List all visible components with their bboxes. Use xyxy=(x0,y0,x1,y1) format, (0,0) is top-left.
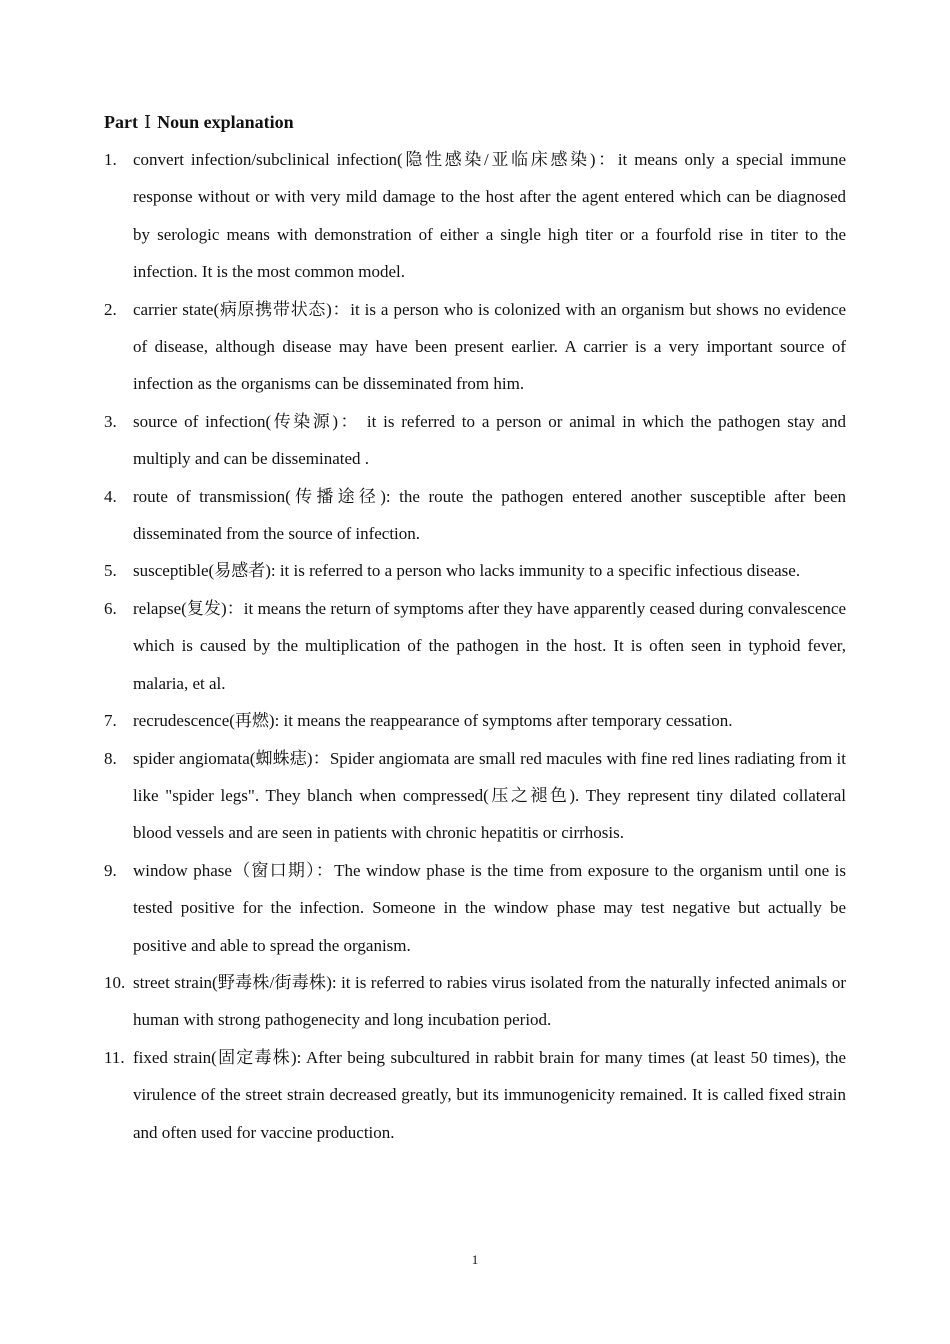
item-text: susceptible(易感者): it is referred to a person who lacks immunity to a specific infectious disease. xyxy=(133,561,801,581)
list-item xyxy=(104,141,846,291)
heading-part: Part xyxy=(104,112,138,132)
item-number: 8. xyxy=(104,748,117,768)
list-item xyxy=(104,1039,846,1151)
item-number: 6. xyxy=(104,598,117,618)
heading-title: Noun explanation xyxy=(157,112,294,132)
item-text: relapse(复发)：it means the return of symptoms after they have apparently ceased during convalescence which is caused by the multiplication of the pathogen in the host. It is often seen in typhoid fever, malaria, et al. xyxy=(133,598,846,693)
item-text: recrudescence(再燃): it means the reappearance of symptoms after temporary cessation. xyxy=(133,711,733,731)
list-item xyxy=(104,291,846,403)
list-item xyxy=(104,702,846,739)
list-item xyxy=(104,590,846,702)
item-text: carrier state(病原携带状态)：it is a person who is colonized with an organism but shows no evidence of disease, although disease may have been present earlier. A carrier is a very important source of infection as the organisms can be disseminated from him. xyxy=(133,299,846,394)
item-text: convert infection/subclinical infection(隐性感染/亚临床感染)：it means only a special immune response without or with very mild damage to the host after the agent entered which can be diagnosed by serologic means with demonstration of either a single high titer or a fourfold rise in titer to the infection. It is the most common model. xyxy=(133,150,846,282)
page-number: 1 xyxy=(471,1252,479,1267)
item-number: 7. xyxy=(104,711,117,731)
item-text: street strain(野毒株/街毒株): it is referred to rabies virus isolated from the naturally infected animals or human with strong pathogenecity and long incubation period. xyxy=(133,972,846,1030)
item-number: 5. xyxy=(104,561,117,581)
list-item xyxy=(104,740,846,852)
item-number: 3. xyxy=(104,411,117,431)
item-number: 9. xyxy=(104,860,117,880)
item-number: 10. xyxy=(104,972,126,992)
item-number: 1. xyxy=(104,150,117,169)
item-text: source of infection(传染源)： it is referred to a person or animal in which the pathogen stay and multiply and can be disseminated . xyxy=(133,411,846,469)
item-number: 11. xyxy=(104,1047,125,1067)
item-text: route of transmission(传播途径): the route the pathogen entered another susceptible after been disseminated from the source of infection. xyxy=(133,486,846,544)
list-item xyxy=(104,964,846,1039)
item-text: window phase（窗口期）：The window phase is the time from exposure to the organism until one is tested positive for the infection. Someone in the window phase may test negative but actually be positive and able to spread the organism. xyxy=(133,860,846,955)
list-item xyxy=(104,478,846,553)
section-heading xyxy=(104,111,294,133)
item-text: fixed strain(固定毒株): After being subcultured in rabbit brain for many times (at least 50 times), the virulence of the street strain decreased greatly, but its immunogenicity remained. It is called fixed strain and often used for vaccine production. xyxy=(133,1047,846,1142)
item-number: 4. xyxy=(104,486,117,506)
list-item xyxy=(104,852,846,964)
list-item xyxy=(104,403,846,478)
definition-list xyxy=(104,141,846,1151)
item-text: spider angiomata(蜘蛛痣)：Spider angiomata are small red macules with fine red lines radiating from it like "spider legs". They blanch when compressed(压之褪色). They represent tiny dilated collateral blood vessels and are seen in patients with chronic hepatitis or cirrhosis. xyxy=(133,748,846,843)
item-number: 2. xyxy=(104,299,117,319)
heading-roman-numeral: Ⅰ xyxy=(143,112,152,132)
list-item xyxy=(104,552,846,589)
